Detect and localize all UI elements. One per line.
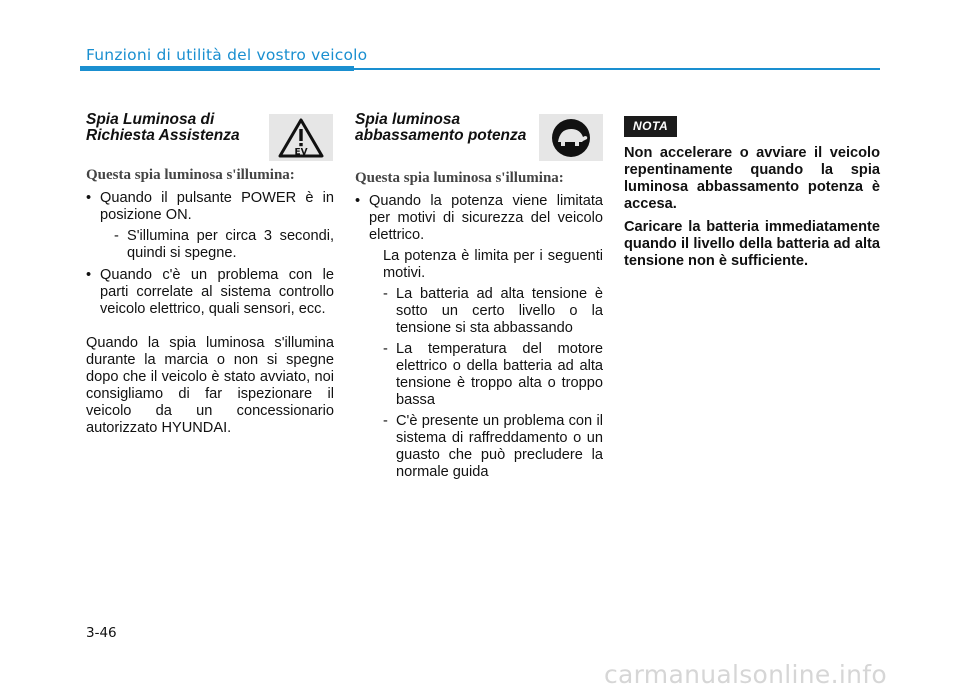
- section-title-service: Spia Luminosa di Richiesta Assistenza: [86, 111, 240, 144]
- warning-triangle-icon: [278, 118, 324, 158]
- paragraph-service: Quando la spia luminosa s'illumina durante la marcia o non si spegne dopo che il veicolo è stato avviato, noi consigliamo di far ispezionare il veicolo da un concessionario autorizzato HYUNDAI.: [86, 335, 334, 436]
- header-rule: [354, 68, 880, 70]
- bullet-subtext: La potenza è limita per i seguenti motivi.: [383, 248, 603, 281]
- header-accent-bar: [80, 66, 354, 71]
- list-item: • Quando c'è un problema con le parti correlate al sistema controllo veicolo elettrico, quali sensori, ecc.: [86, 267, 334, 318]
- turtle-icon: [549, 118, 593, 158]
- dash-item: - La batteria ad alta tensione è sotto un certo livello o la tensione si sta abbassando: [369, 286, 603, 337]
- section-title-power: Spia luminosa abbassamento potenza: [355, 111, 527, 144]
- dash-item: - C'è presente un problema con il sistema di raffreddamento o un guasto che può precludere la normale guida: [369, 413, 603, 481]
- list-item: • Quando la potenza viene limitata per motivi di sicurezza del veicolo elettrico. La potenza è limita per i seguenti motivi. - La batteria ad alta tensione è sotto un certo livello o la tensione si sta abbassando - La temperatura del motore elettrico o della batteria ad alta tensione è troppo alta o troppo bassa - C'è presente un problema con il sistema di raffreddamento o un guasto che può precludere la normale guida: [355, 193, 603, 481]
- note-paragraph: Caricare la batteria immediatamente quando il livello della batteria ad alta tensione non è sufficiente.: [624, 219, 880, 269]
- subhead-service: Questa spia luminosa s'illumina:: [86, 167, 295, 183]
- subhead-power: Questa spia luminosa s'illumina:: [355, 170, 564, 186]
- note-paragraph: Non accelerare o avviare il veicolo repentinamente quando la spia luminosa abbassamento potenza è accesa.: [624, 145, 880, 212]
- ev-service-warning-icon: [269, 114, 333, 161]
- nota-badge: NOTA: [624, 116, 677, 137]
- column-note: [624, 116, 880, 270]
- chapter-title: Funzioni di utilità del vostro veicolo: [86, 46, 368, 64]
- watermark: carmanualsonline.info: [604, 660, 887, 689]
- dash-item: - S'illumina per circa 3 secondi, quindi si spegne.: [100, 228, 334, 262]
- ev-icon-label: EV: [294, 147, 308, 157]
- bullet-list-service: [86, 190, 334, 318]
- bullet-list-power: [355, 193, 603, 481]
- list-item: • Quando il pulsante POWER è in posizione ON. - S'illumina per circa 3 secondi, quindi si spegne.: [86, 190, 334, 262]
- power-limit-turtle-icon: [539, 114, 603, 161]
- page-number: 3-46: [86, 625, 117, 641]
- column-power-limit: [355, 112, 603, 486]
- dash-item: - La temperatura del motore elettrico o della batteria ad alta tensione è troppo alta o troppo bassa: [369, 341, 603, 409]
